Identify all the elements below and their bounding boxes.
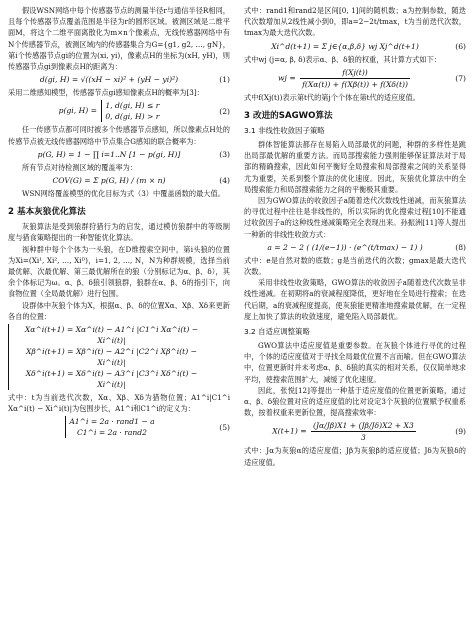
equation-3: [8, 149, 230, 160]
equation-5-line-2: Xβ^i(t+1) = Xβ^i(t) − A2^i |C2^i Xβ^i(t) − Xi^i(t)|: [26, 347, 197, 368]
equation-2-case-1: 1, d(gi, H) ≤ r: [105, 101, 160, 111]
paragraph-gwo-population: 视种群中每个个体为一头狼，在D维搜索空间中，第i头狼的位置为Xi=(Xi¹, Xi², …, Xiᴰ)，i=1, 2, …, N，N为种群规模，选择当前最优解、次最优解、第三最优解所在的狼（分别标记为α、β、δ），其余个体标记为ω。α、β、δ狼引领狼群，狼群在α、β、δ的指引下，向食物位置（全局最优解）进行包围。: [8, 244, 230, 299]
paragraph-step-definition: 式中：t为当前迭代次数，Xα、Xβ、Xδ为猎物位置；A1^i|C1^i Xα^i(t) − Xi^i(t)|为包围步长，A1^i和C1^i的定义为：: [8, 393, 230, 414]
equation-9-lhs: X(t+1) =: [272, 426, 307, 436]
equation-6-body: Xi^d(t+1) = Σ j∈{α,β,δ} wj Xj^d(t+1): [271, 41, 419, 51]
equation-8-body: a = 2 − 2 ( (1/(e−1)) · (e^(t/tmax) − 1) ): [267, 242, 423, 252]
equation-8-number: (8): [455, 242, 466, 252]
paragraph-sensor-model: 假设WSN网络中每个传感器节点的测量半径r与通信半径R相同，且每个传感器节点覆盖范围是半径为r的圆形区域。被测区域是二维平面M，将这个二维平面离散化为m×n个像素点，无线传感器网络中有N个传感器节点，被测区域内的传感器集合为G={g1, g2, …, gN}，第i个传感器节点gi的位置为(xi, yi)，像素点H的坐标为(xH, yH)，则传感器节点gi到像素点H的距离为：: [8, 6, 230, 72]
paragraph-convergence: 采用非线性收敛策略，GWO算法的收敛因子a随着迭代次数呈非线性递减。在初期将a的衰减程度降低，更好地在全局进行搜索；在迭代后期，a的衰减程度提高，使灰狼能更精准地搜索最优解，在一定程度上加快了算法的收敛速度，避免陷入局部最优。: [244, 278, 466, 321]
paragraph-eq9-symbols: 式中：Jα为灰狼α的适应度值；Jβ为灰狼β的适应度值；Jδ为灰狼δ的适应度值。: [244, 446, 466, 467]
section-heading-2: 2 基本灰狼优化算法: [8, 207, 86, 218]
equation-6: [244, 41, 466, 52]
paragraph-joint-probability: 任一传感节点都可同时被多个传感器节点感知，所以像素点H处的传感节点被无线传感器网络中节点集合G感知的联合概率为：: [8, 125, 230, 146]
equation-2-case-2: 0, d(gi, H) > r: [105, 112, 160, 122]
equation-4-body: COV(G) = Σ p(G, H) / (m × n): [52, 176, 166, 186]
paragraph-weights: 式中wj (j=α, β, δ)表示α、β、δ狼的权重，其计算方式如下：: [244, 54, 441, 64]
equation-7-number: (7): [455, 73, 466, 83]
paragraph-perception: 采用二维感知模型，传感器节点gi感知像素点H的概率为[3]：: [8, 88, 204, 98]
equation-5-system: [8, 324, 210, 390]
right-column: [244, 5, 466, 468]
paragraph-gwo-intro: 灰狼算法是受到狼群狩猎行为的启发，通过模仿狼群中的等级制度与猎食策略提出的一种智能优化算法。: [8, 222, 230, 243]
equation-7-numerator: f(Xj(t)): [300, 67, 410, 79]
section-heading-3: 3 改进的SAGWO算法: [244, 111, 333, 122]
paragraph-nonlinear: 因为GWO算法的收敛因子a随着迭代次数线性递减，而灰狼算法的寻优过程中往往是非线性的，所以实际的优化搜索过程[10]不能通过收敛因子a的这种线性递减策略完全表现出来。孙振洲[11]等人提出一种新的非线性收敛方式：: [244, 196, 466, 239]
paragraph-coverage: 所有节点对待检测区域的覆盖率为：: [22, 162, 138, 172]
left-column: [8, 5, 230, 440]
equation-4-number: (4): [219, 176, 230, 186]
paragraph-rand-params: 式中：rand1和rand2是区间[0, 1]间的随机数；a为控制参数，随迭代次数增加从2线性减小到0，即a=2−2t/tmax，t为当前迭代次数，tmax为最大迭代次数。: [244, 6, 466, 38]
equation-7: [244, 67, 466, 90]
equation-2: [8, 100, 230, 122]
equation-1: [8, 74, 230, 85]
paragraph-local-optimum: 群体智能算法都存在易陷入局部最优的问题，种群的多样性是跳出局部最优解的重要方法。而局部搜索能力强则能够保证算法对于局部的精确搜索，因此如何平衡好全局搜索和局部搜索之间的关系显得尤为重要，关系到整个算法的优化速度。因此，灰狼优化算法中的全局搜索能力和局部搜索能力之间的平衡极其重要。: [244, 140, 466, 194]
equation-9-number: (9): [455, 427, 466, 437]
subsection-heading-3-2: 3.2 自适应调整策略: [244, 327, 310, 337]
paragraph-fitness-importance: GWO算法中适应度值是重要参数。在灰狼个体进行寻优的过程中，个体的适应度值对于寻找全局最优位置不言而喻。但在GWO算法中，位置更新时并未考虑α、β、δ狼的真实的相对关系，仅仅简单地求平均，使搜索范围扩大，减缓了优化速度。: [244, 341, 466, 384]
subsection-heading-3-1: 3.1 非线性收敛因子策略: [244, 126, 325, 136]
equation-a-c-system: [65, 416, 154, 438]
equation-9-fraction: [311, 420, 416, 443]
equation-2-lhs: p(gi, H) =: [58, 106, 97, 116]
equation-5-line-1: Xα^i(t+1) = Xα^i(t) − A1^i |C1^i Xα^i(t) − Xi^i(t)|: [24, 325, 199, 346]
equation-5: [8, 324, 230, 390]
equation-7-lhs: wj =: [278, 73, 296, 83]
equation-1-number: (1): [219, 75, 230, 85]
equation-1-body: d(gi, H) = √((xH − xi)² + (yH − yi)²): [39, 75, 179, 85]
equation-a-line: A1^i = 2a · rand1 − a: [69, 417, 155, 427]
paragraph-position-update: 设群体中灰狼个体为X，根据α、β、δ的位置Xα、Xβ、Xδ来更新各自的位置：: [8, 300, 230, 321]
equation-4: [8, 175, 230, 186]
equation-c-line: C1^i = 2a · rand2: [77, 428, 147, 438]
equation-3-number: (3): [219, 149, 230, 159]
paragraph-eq8-symbols: 式中：e是自然对数的底数；g是当前迭代的次数；gmax是最大迭代次数。: [244, 255, 466, 277]
equation-a-c: [8, 416, 230, 438]
equation-8: [244, 242, 466, 253]
equation-6-number: (6): [455, 41, 466, 51]
equation-2-number: (2): [219, 106, 230, 116]
equation-7-denominator: f(Xα(t)) + f(Xβ(t)) + f(Xδ(t)): [302, 79, 408, 89]
paragraph-weighted-update: 因此，张悦[12]等提出一种基于适应度值的位置更新策略，通过α、β、δ狼位置对应的适应度值的比对设定3个灰狼的位置赋予权重系数，按着权重来更新位置，提高搜索效率：: [244, 385, 466, 418]
equation-9-numerator: (Jα/Jβ)X1 + (Jβ/Jδ)X2 + X3: [313, 421, 414, 431]
paragraph-objective: WSN网络覆盖模型的优化目标为式（3）中覆盖函数的最大值。: [22, 189, 225, 199]
equation-7-fraction: [300, 67, 410, 90]
paragraph-fitness-def: 式中f(Xj(t))表示第t代的第j个个体在第t代的适应度值。: [244, 92, 420, 102]
equation-9-denominator: 3: [360, 433, 366, 443]
equation-9: [244, 420, 466, 443]
equation-a-c-number: (5): [219, 422, 230, 432]
equation-2-cases: [101, 100, 159, 122]
equation-5-line-3: Xδ^i(t+1) = Xδ^i(t) − A3^i |C3^i Xδ^i(t) − Xi^i(t)|: [25, 369, 198, 390]
equation-3-body: p(G, H) = 1 − ∏ i=1..N [1 − p(gi, H)]: [37, 149, 181, 159]
